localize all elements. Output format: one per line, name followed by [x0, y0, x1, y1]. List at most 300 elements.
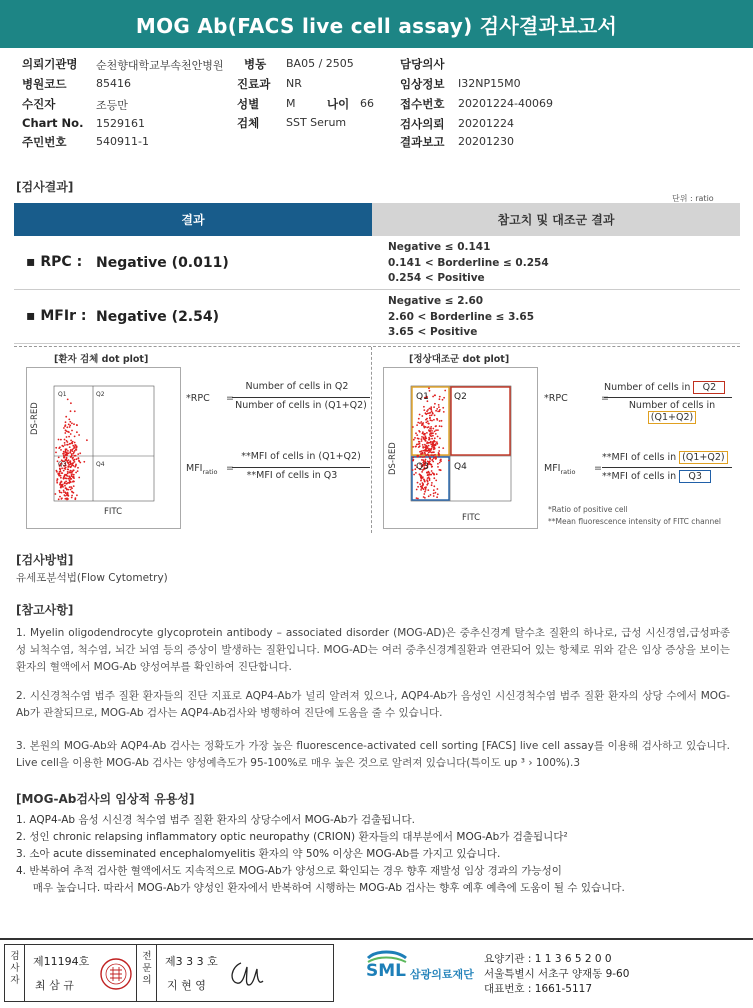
dot	[69, 426, 71, 428]
id-value: 540911-1	[96, 135, 149, 148]
dot	[422, 456, 424, 458]
institution-label: 의뢰기관명	[22, 57, 78, 71]
receipt-value: 20201224-40069	[458, 97, 553, 110]
dot	[415, 472, 417, 474]
age-value: 66	[360, 97, 374, 110]
result-column-header: 결과	[14, 203, 372, 236]
dot	[63, 455, 65, 457]
dot	[427, 450, 429, 452]
dot	[70, 402, 72, 404]
patient-dot-plot	[26, 367, 181, 529]
dot	[439, 398, 441, 400]
dot	[430, 454, 432, 456]
dot	[65, 481, 67, 483]
dot	[420, 486, 422, 488]
svg-text:Q4: Q4	[96, 461, 105, 468]
dot	[67, 469, 69, 471]
dot	[422, 450, 424, 452]
dot	[70, 456, 72, 458]
dot	[71, 454, 73, 456]
dot	[417, 482, 419, 484]
rpc-denominator: Number of cells in (Q1+Q2)	[628, 400, 716, 423]
dot	[425, 459, 427, 461]
dot	[61, 492, 63, 494]
dot	[426, 472, 428, 474]
dot	[72, 449, 74, 451]
dot	[431, 466, 433, 468]
dot	[77, 467, 79, 469]
dot	[70, 463, 72, 465]
dot	[67, 466, 69, 468]
dot	[428, 495, 430, 497]
report-date-label: 결과보고	[400, 135, 445, 149]
dot	[59, 483, 61, 485]
footnote-mfi: **Mean fluorescence intensity of FITC channel	[548, 517, 721, 526]
dot	[428, 387, 430, 389]
dot	[422, 447, 424, 449]
dot	[433, 457, 435, 459]
dot	[68, 478, 70, 480]
dot	[428, 442, 430, 444]
dot	[72, 458, 74, 460]
dot	[437, 466, 439, 468]
dot	[429, 417, 431, 419]
dot	[437, 411, 439, 413]
dot	[64, 485, 66, 487]
dot	[431, 414, 433, 416]
dot	[427, 420, 429, 422]
dot	[425, 413, 427, 415]
dot	[431, 484, 433, 486]
dot	[79, 452, 81, 454]
dot	[73, 423, 75, 425]
org-abbr: SML	[366, 961, 406, 981]
dot	[424, 491, 426, 493]
hospital-code-value: 85416	[96, 77, 131, 90]
dot	[63, 470, 65, 472]
unit-label: 단위 : ratio	[672, 194, 714, 203]
dot	[70, 410, 72, 412]
dot	[429, 408, 431, 410]
patient-plot-title: [환자 검체 dot plot]	[54, 354, 149, 365]
dot	[442, 447, 444, 449]
dot	[431, 470, 433, 472]
dot	[59, 496, 61, 498]
dot	[423, 437, 425, 439]
dot	[417, 486, 419, 488]
dot	[432, 428, 434, 430]
list-item: 4. 반복하여 추적 검사한 혈액에서도 지속적으로 MOG-Ab가 양성으로 확인되는 경우 향후 재발성 임상 경과의 가능성이	[16, 865, 562, 877]
dot	[419, 451, 421, 453]
results-table	[14, 203, 740, 344]
dot	[432, 451, 434, 453]
dot	[412, 446, 414, 448]
dot	[419, 431, 421, 433]
dot	[412, 457, 414, 459]
utility-section-title: [MOG-Ab검사의 임상적 유용성]	[16, 792, 195, 806]
dot	[424, 433, 426, 435]
dot	[419, 422, 421, 424]
dept-label: 진료과	[237, 77, 271, 91]
dot	[423, 479, 425, 481]
dot	[417, 443, 419, 445]
seal-stamp-icon	[99, 957, 133, 991]
request-label: 검사의뢰	[400, 117, 445, 131]
dot	[424, 449, 426, 451]
dot	[425, 422, 427, 424]
notes-paragraph-1: 1. Myelin oligodendrocyte glycoprotein antibody – associated disorder (MOG-AD)은 중추신경계 탈수초 질환의 하나로, 급성 시신경염,급성파종성 뇌척수염, 척수염, 뇌간 뇌염 등의 증상이 발생하는 질환입니다. MOG-AD는 여러 중추신경계질환과 연관되어 있는 항체로 위와 같은 임상 증상을 보이는 환자의 혈액에서 MOG-Ab 양성여부를 확인하여 진단합니다.	[16, 627, 730, 673]
x-axis-label: FITC	[104, 507, 123, 517]
dot	[433, 493, 435, 495]
svg-text:Q1: Q1	[58, 391, 67, 398]
rpc-formula-label: *RPC	[544, 393, 568, 404]
dot	[439, 409, 441, 411]
dot	[67, 399, 69, 401]
dot	[69, 421, 71, 423]
sex-label: 성별	[237, 97, 260, 111]
dot	[433, 495, 435, 497]
dot	[442, 399, 444, 401]
dot	[423, 406, 425, 408]
dot	[421, 424, 423, 426]
dot	[432, 459, 434, 461]
dot	[73, 447, 75, 449]
dot	[430, 408, 432, 410]
dot	[67, 431, 69, 433]
dot	[413, 439, 415, 441]
id-label: 주민번호	[22, 135, 67, 149]
dot	[55, 493, 57, 495]
dot	[443, 411, 445, 413]
dot	[439, 396, 441, 398]
dot	[69, 425, 71, 427]
dot	[73, 485, 75, 487]
dot	[432, 435, 434, 437]
dot	[435, 425, 437, 427]
ward-value: BA05 / 2505	[286, 57, 354, 70]
dot	[433, 489, 435, 491]
dot	[77, 453, 79, 455]
dot	[431, 482, 433, 484]
result-value: Negative (2.54)	[96, 309, 220, 325]
dot	[430, 419, 432, 421]
dot	[71, 497, 73, 499]
dot	[430, 426, 432, 428]
dot	[66, 489, 68, 491]
dot	[69, 443, 71, 445]
clinical-label: 임상정보	[400, 77, 445, 91]
dot	[429, 390, 431, 392]
dot	[67, 463, 69, 465]
dot	[64, 474, 66, 476]
dot	[419, 441, 421, 443]
signature-box	[4, 944, 334, 1002]
dot	[430, 474, 432, 476]
dot	[435, 492, 437, 494]
dot	[65, 416, 67, 418]
dot	[70, 466, 72, 468]
mfi-numerator: **MFI of cells in (Q1+Q2)	[602, 451, 728, 464]
dot	[424, 456, 426, 458]
ward-label: 병동	[244, 57, 267, 71]
dot	[432, 396, 434, 398]
list-item: 2. 성인 chronic relapsing inflammatory optic neuropathy (CRION) 환자들의 대부분에서 MOG-Ab가 검출됩니다²	[16, 831, 568, 843]
patient-dot-plot-canvas	[27, 368, 180, 528]
dot	[427, 454, 429, 456]
dot	[71, 495, 73, 497]
dot	[425, 437, 427, 439]
dot	[55, 452, 57, 454]
dot	[68, 419, 70, 421]
result-name: ▪ RPC :	[26, 254, 83, 270]
dot	[428, 412, 430, 414]
dot	[436, 441, 438, 443]
dot	[71, 422, 73, 424]
dot	[420, 480, 422, 482]
dot	[432, 461, 434, 463]
table-row	[14, 236, 740, 290]
dot	[67, 441, 69, 443]
org-name: 삼광의료재단	[410, 968, 474, 981]
dot	[66, 458, 68, 460]
dot	[426, 418, 428, 420]
dot	[63, 451, 65, 453]
dot	[442, 407, 444, 409]
dot	[64, 444, 66, 446]
dot	[76, 424, 78, 426]
dot	[68, 436, 70, 438]
dot	[75, 448, 77, 450]
dot	[63, 427, 65, 429]
dot	[429, 479, 431, 481]
dot	[69, 486, 71, 488]
dot	[64, 432, 66, 434]
dot	[439, 420, 441, 422]
svg-text:Q2: Q2	[96, 391, 105, 398]
dot-plot-section: [환자 검체 dot plot] Q1 Q2 Q3 Q4 DS-RED FITC *RPC = Number of cells in Q2 Number of cells in (Q1+Q2) $MFI_{ratio}$ = **MFI of cells in (Q1+Q2) **MFI of cells in Q3 [정상대조군 dot plot] Q1 Q2 Q3 Q4 DS-RED FITC *RPC = Number of cells in Q2 Number of cells in (Q1+Q2) $MFI_{ratio}$ = **MFI of cells in (Q1+Q2) **MFI of cells in Q3 *Ratio of positive cell **Mean fluorescence intensity of FITC channel	[14, 346, 740, 532]
dot	[423, 488, 425, 490]
dot	[436, 419, 438, 421]
dot	[413, 459, 415, 461]
chart-label: Chart No.	[22, 116, 84, 130]
dot	[68, 424, 70, 426]
dot	[430, 494, 432, 496]
dot	[70, 489, 72, 491]
dot	[428, 423, 430, 425]
org-phone: 대표번호 : 1661-5117	[484, 983, 593, 995]
dot	[76, 431, 78, 433]
dot	[415, 446, 417, 448]
dot	[61, 481, 63, 483]
dot	[438, 453, 440, 455]
dot	[71, 474, 73, 476]
dot	[436, 473, 438, 475]
dot	[73, 477, 75, 479]
age-label: 나이	[327, 97, 350, 111]
dot	[428, 445, 430, 447]
dot	[74, 466, 76, 468]
dot	[431, 420, 433, 422]
table-row	[14, 290, 740, 344]
dot	[72, 445, 74, 447]
dot	[433, 440, 435, 442]
receipt-label: 접수번호	[400, 97, 445, 111]
dot	[434, 403, 436, 405]
dot	[427, 483, 429, 485]
dot	[432, 413, 434, 415]
dot	[437, 463, 439, 465]
dot	[74, 459, 76, 461]
dot	[426, 427, 428, 429]
dot	[428, 439, 430, 441]
dot	[434, 414, 436, 416]
dot	[71, 430, 73, 432]
control-plot-title: [정상대조군 dot plot]	[409, 354, 510, 365]
dot	[70, 440, 72, 442]
patient-info-header	[0, 54, 753, 154]
dot	[76, 494, 78, 496]
dot	[71, 464, 73, 466]
dot	[61, 445, 63, 447]
report-date-value: 20201230	[458, 135, 514, 148]
reference-range: Negative ≤ 2.60 2.60 < Borderline ≤ 3.65 3.65 < Positive	[388, 295, 535, 338]
dot	[438, 450, 440, 452]
dot	[440, 459, 442, 461]
dot	[65, 421, 67, 423]
dot	[425, 440, 427, 442]
dot	[419, 414, 421, 416]
dot	[439, 425, 441, 427]
dot	[64, 442, 66, 444]
sex-value: M	[286, 97, 296, 110]
dot	[58, 447, 60, 449]
dot	[425, 486, 427, 488]
dot	[69, 446, 71, 448]
dot	[428, 437, 430, 439]
result-name: ▪ MFIr :	[26, 308, 87, 324]
dot	[434, 454, 436, 456]
dot	[429, 435, 431, 437]
dot	[416, 424, 418, 426]
dot	[74, 410, 76, 412]
dot	[59, 491, 61, 493]
dot	[429, 448, 431, 450]
report-title: MOG Ab(FACS live cell assay) 검사결과보고서	[0, 0, 753, 48]
dot	[436, 408, 438, 410]
patient-label: 수진자	[22, 97, 56, 111]
dot	[418, 418, 420, 420]
dot	[56, 480, 58, 482]
dot	[420, 478, 422, 480]
dot	[57, 478, 59, 480]
dot	[65, 487, 67, 489]
dot	[417, 422, 419, 424]
dot	[65, 498, 67, 500]
dot	[437, 493, 439, 495]
list-item: 매우 높습니다. 따라서 MOG-Ab가 양성인 환자에서 반복하여 시행하는 MOG-Ab 검사는 향후 예후 예측에 도움이 될 수 있습니다.	[16, 882, 625, 894]
dot	[426, 432, 428, 434]
chart-value: 1529161	[96, 117, 145, 130]
dot	[60, 477, 62, 479]
dot	[421, 415, 423, 417]
dot	[56, 471, 58, 473]
dot	[78, 477, 80, 479]
dot	[65, 455, 67, 457]
dot	[86, 439, 88, 441]
dot	[438, 404, 440, 406]
dot	[412, 426, 414, 428]
dot	[66, 436, 68, 438]
dot	[430, 428, 432, 430]
dot	[436, 443, 438, 445]
rpc-denominator: Number of cells in (Q1+Q2)	[235, 400, 367, 411]
dot	[58, 439, 60, 441]
dot	[65, 448, 67, 450]
dot	[75, 472, 77, 474]
control-dot-plot-canvas	[384, 368, 537, 528]
dot	[421, 440, 423, 442]
dot	[61, 472, 63, 474]
dot	[431, 438, 433, 440]
dot	[70, 451, 72, 453]
dot	[428, 455, 430, 457]
dot	[422, 483, 424, 485]
dot	[420, 453, 422, 455]
patient-value: 조등만	[96, 99, 128, 112]
signature-icon	[227, 955, 267, 991]
dot	[72, 481, 74, 483]
dot	[435, 458, 437, 460]
dot	[430, 441, 432, 443]
svg-text:Q1: Q1	[416, 392, 429, 402]
list-item: 3. 소아 acute disseminated encephalomyelitis 환자의 약 50% 이상은 MOG-Ab를 가지고 있습니다.	[16, 848, 501, 860]
dot	[71, 491, 73, 493]
dot	[425, 489, 427, 491]
dot	[76, 458, 78, 460]
dot	[424, 497, 426, 499]
dot	[415, 432, 417, 434]
notes-paragraph-3: 3. 본원의 MOG-Ab와 AQP4-Ab 검사는 정확도가 가장 높은 fluorescence-activated cell sorting [FACS] live cell assay를 이용해 검사하고 있습니다. Live cell을 이용한 MOG-Ab 검사는 양성예측도가 95-100%로 매우 높은 것으로 알려져 있습니다(특이도 up ³ › 100%).3	[16, 740, 730, 769]
list-item: 1. AQP4-Ab 음성 시신경 척수염 범주 질환 환자의 상당수에서 MOG-Ab가 검출됩니다.	[16, 814, 415, 826]
dot	[439, 438, 441, 440]
dot	[62, 484, 64, 486]
dot	[438, 406, 440, 408]
dot	[63, 456, 65, 458]
dot	[434, 437, 436, 439]
inspector-label: 검사자	[10, 951, 20, 986]
dot	[427, 447, 429, 449]
dot	[418, 446, 420, 448]
dot	[72, 441, 74, 443]
dot	[422, 444, 424, 446]
svg-text:Q3: Q3	[58, 461, 67, 468]
notes-paragraph-2: 2. 시신경척수염 범주 질환 환자들의 진단 지표로 AQP4-Ab가 널리 알려져 있으나, AQP4-Ab가 음성인 시신경척수염 범주 질환 환자의 상당 수에서 MOG-Ab가 관찰되므로, MOG-Ab 검사는 AQP4-Ab검사와 병행하여 진단에 도움을 줄 수 있습니다.	[16, 690, 730, 719]
reviewer-label: 전문의	[142, 951, 152, 986]
reference-range: Negative ≤ 0.141 0.141 < Borderline ≤ 0.254 0.254 < Positive	[388, 241, 549, 284]
dot	[66, 426, 68, 428]
dot	[78, 460, 80, 462]
dot	[70, 449, 72, 451]
dot	[432, 442, 434, 444]
dot	[416, 434, 418, 436]
hospital-code-label: 병원코드	[22, 77, 67, 91]
notes-section-title: [참고사항]	[16, 603, 74, 617]
dot	[427, 489, 429, 491]
institution-value: 순천향대학교부속천안병원	[96, 59, 224, 72]
mfi-denominator: **MFI of cells in Q3	[602, 470, 711, 483]
org-code: 요양기관 : 1 1 3 6 5 2 0 0	[484, 953, 612, 965]
rpc-numerator: Number of cells in Q2	[245, 381, 349, 392]
